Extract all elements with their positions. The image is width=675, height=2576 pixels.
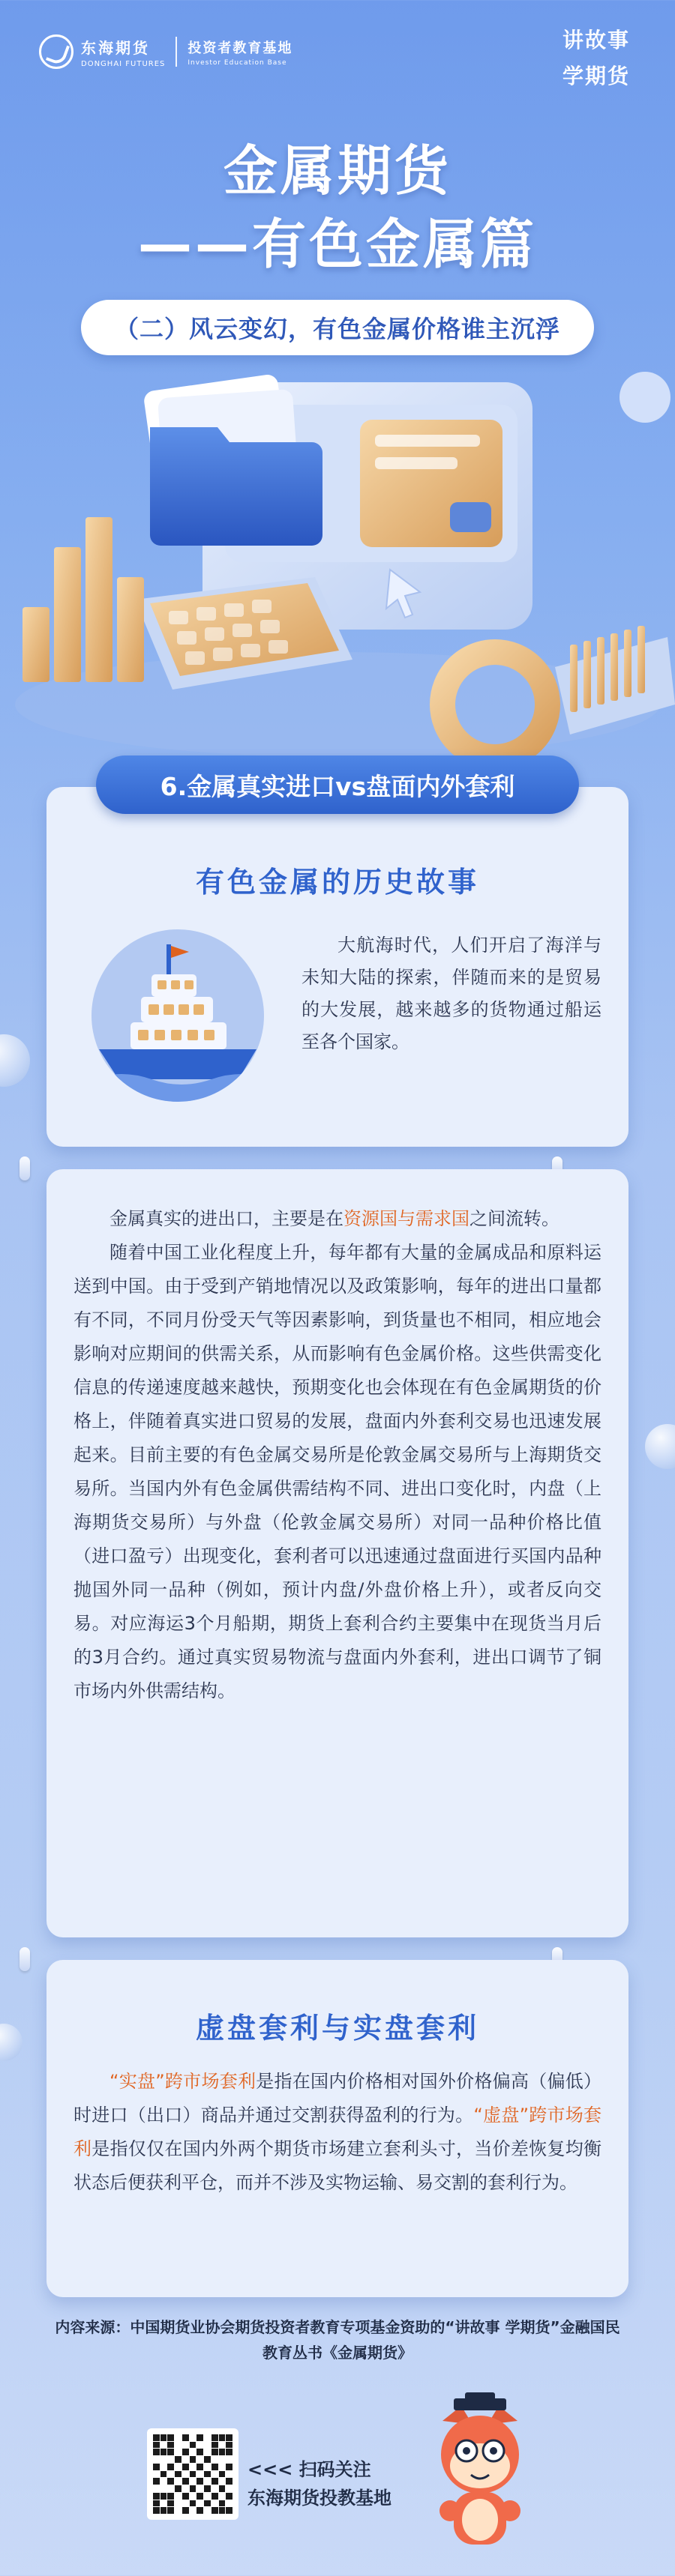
arbitrage-text (74, 2065, 602, 2200)
page-subtitle (81, 300, 594, 355)
decor-sphere (0, 2024, 22, 2061)
ship-illustration (92, 929, 264, 1102)
highlight-resource-demand: 资源国与需求国 (344, 1208, 470, 1229)
binder-ring (20, 1947, 30, 1971)
dragon-mascot-icon (420, 2391, 540, 2563)
donghai-logo (39, 34, 292, 69)
story-paragraph: 大航海时代，人们开启了海洋与未知大陆的探索，伴随而来的是贸易的大发展，越来越多的货物通过船运至各个国家。 (302, 935, 602, 1052)
arbitrage-card-title: 虚盘套利与实盘套利 (195, 2012, 479, 2045)
page-header (0, 0, 675, 112)
hero-illustration (0, 352, 675, 772)
edu-base-cn: 投资者教育基地 (188, 40, 293, 56)
story-card-title: 有色金属的历史故事 (195, 866, 479, 899)
body-paragraph-1: 金属真实的进出口，主要是在资源国与需求国之间流转。 (110, 1208, 560, 1229)
body-text (74, 1202, 602, 1708)
story-card (46, 787, 628, 1147)
scan-prompt-line1: <<< 扫码关注 (248, 2459, 371, 2480)
logo-name-en: DONGHAI FUTURES (81, 59, 166, 68)
bar-blocks-icon (22, 517, 144, 682)
qr-code[interactable] (147, 2428, 238, 2520)
arbitrage-card (46, 1960, 628, 2297)
binder-ring (20, 1156, 30, 1180)
donghai-logo-icon (39, 34, 74, 69)
real-arbitrage-term: “实盘”跨市场套利 (110, 2071, 256, 2092)
body-paragraph-2: 随着中国工业化程度上升，每年都有大量的金属成品和原料运送到中国。由于受到产销地情况以及政策影响，每年的进出口量都有不同，不同月份受天气等因素影响，到货量也不相同，相应地会影响对应期间的供需关系，从而影响有色金属价格。这些供需变化信息的传递速度越来越快，预期变化也会体现在有色金属期货的价格上，伴随着真实进口贸易的发展，盘面内外套利交易也迅速发展起来。目前主要的有色金属交易所是伦敦金属交易所与上海期货交易所。当国内外有色金属供需结构不同、进出口变化时，内盘（上海期货交易所）与外盘（伦敦金属交易所）对同一品种价格比值（进口盈亏）出现变化，套利者可以迅速通过盘面进行买国内品种抛国外同一品种（例如，预计内盘/外盘价格上升），或者反向交易。对应海运3个月船期，期货上套利合约主要集中在现货当月后的3月合约。通过真实贸易物流与盘面内外套利，进出口调节了铜市场内外供需结构。 (74, 1242, 602, 1701)
scan-prompt (248, 2455, 392, 2512)
logo-divider (176, 37, 177, 67)
real-arbitrage-definition: 是指在国内价格相对国外价格偏高（偏低）时进口（出口）商品并通过交割获得盈利的行为。 (74, 2071, 602, 2126)
logo-name-cn: 东海期货 (81, 38, 150, 57)
decor-sphere (0, 1034, 30, 1087)
content-source: 内容来源：中国期货业协会期货投资者教育专项基金资助的“讲故事 学期货”金融国民教育丛书《金属期货》 (55, 2318, 620, 2362)
body-card (46, 1169, 628, 1937)
section-heading-text: 6.金属真实进口vs盘面内外套利 (160, 771, 515, 801)
virtual-arbitrage-definition: 是指仅仅在国内外两个期货市场建立套利头寸，当价差恢复均衡状态后便获利平仓，而并不涉及实物运输、易交割的套利行为。 (74, 2138, 602, 2193)
virtual-arbitrage-term: “虚盘”跨市场套利 (74, 2105, 602, 2159)
ship-icon (92, 929, 264, 1102)
decor-sphere (645, 1424, 675, 1469)
qr-code-icon (153, 2434, 232, 2514)
series-tag (562, 22, 630, 94)
page-title-line2: ——有色金属篇 (137, 213, 537, 276)
edu-base-en: Investor Education Base (188, 58, 287, 67)
section-heading (96, 755, 579, 814)
page-subtitle-text: （二）风云变幻，有色金属价格谁主沉浮 (114, 315, 560, 343)
series-tag-line1: 讲故事 (562, 28, 630, 52)
heatsink-icon (555, 626, 675, 735)
scan-prompt-line2: 东海期货投教基地 (248, 2488, 392, 2509)
series-tag-line2: 学期货 (562, 64, 630, 88)
page-title-line1: 金属期货 (223, 139, 452, 202)
